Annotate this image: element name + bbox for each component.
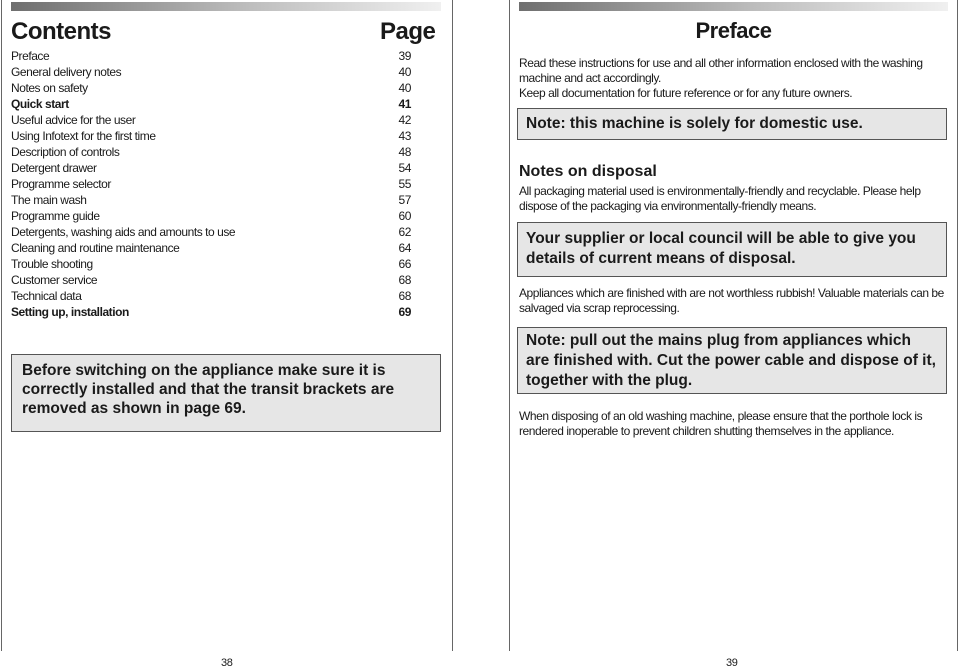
domestic-note-box: Note: this machine is solely for domestic use.: [517, 108, 947, 140]
page-border: [452, 0, 453, 651]
toc-page: 62: [398, 225, 411, 239]
warning-box: Before switching on the appliance make sure it is correctly installed and that the transit brackets are removed as shown in page 69.: [11, 354, 441, 432]
header-bar: [11, 2, 441, 11]
toc-page: 68: [398, 289, 411, 303]
toc-page: 41: [398, 97, 411, 111]
toc-label: Detergent drawer: [11, 161, 97, 175]
toc-page: 48: [398, 145, 411, 159]
header-bar: [519, 2, 948, 11]
toc-label: Programme selector: [11, 177, 111, 191]
toc-page: 43: [398, 129, 411, 143]
toc-entry: [11, 64, 411, 80]
toc-label: Description of controls: [11, 145, 120, 159]
toc-page: 42: [398, 113, 411, 127]
intro-text: Keep all documentation for future reference or for any future owners.: [519, 86, 853, 100]
page-number: 39: [726, 657, 738, 669]
toc-entry: [11, 48, 411, 64]
toc-entry: [11, 256, 411, 272]
toc-label: Cleaning and routine maintenance: [11, 241, 180, 255]
toc-page: 40: [398, 81, 411, 95]
toc-label: Preface: [11, 49, 50, 63]
disposal-heading: Notes on disposal: [519, 163, 657, 180]
toc-entry: [11, 224, 411, 240]
toc-label: Notes on safety: [11, 81, 88, 95]
toc-entry: [11, 192, 411, 208]
toc-entry: [11, 304, 411, 320]
toc-page: 55: [398, 177, 411, 191]
page-border: [509, 0, 510, 651]
toc-page: 57: [398, 193, 411, 207]
toc-label: Setting up, installation: [11, 305, 129, 319]
toc-entry: [11, 240, 411, 256]
toc-label: Trouble shooting: [11, 257, 93, 271]
toc-label: The main wash: [11, 193, 87, 207]
toc-label: Detergents, washing aids and amounts to use: [11, 225, 236, 239]
page-border: [1, 0, 2, 651]
toc-page: 54: [398, 161, 411, 175]
page-number: 38: [221, 657, 233, 669]
toc-page: 68: [398, 273, 411, 287]
toc-page: 40: [398, 65, 411, 79]
toc-label: Useful advice for the user: [11, 113, 136, 127]
toc-entry: [11, 96, 411, 112]
toc-entry: [11, 208, 411, 224]
toc-page: 64: [398, 241, 411, 255]
toc-entry: [11, 160, 411, 176]
toc-label: Quick start: [11, 97, 69, 111]
contents-title: Contents: [11, 18, 111, 45]
toc-entry: [11, 112, 411, 128]
plug-note-box: Note: pull out the mains plug from appliances which are finished with. Cut the power cable and dispose of it, together with the plug.: [517, 327, 947, 394]
toc-page: 39: [398, 49, 411, 63]
toc-label: Programme guide: [11, 209, 100, 223]
toc-page: 60: [398, 209, 411, 223]
intro-text: Read these instructions for use and all other information enclosed with the washing machine and act accordingly.: [519, 56, 923, 85]
toc-page: 66: [398, 257, 411, 271]
preface-title: Preface: [695, 18, 772, 43]
toc-entry: [11, 288, 411, 304]
disposal-text: All packaging material used is environmentally-friendly and recyclable. Please help dispose of the packaging via environmentally-friendly means.: [519, 184, 921, 213]
toc-entry: [11, 272, 411, 288]
toc-entry: [11, 144, 411, 160]
toc-label: Technical data: [11, 289, 82, 303]
toc-entry: [11, 128, 411, 144]
page-border: [957, 0, 958, 651]
table-of-contents: [11, 48, 411, 320]
porthole-text: When disposing of an old washing machine, please ensure that the porthole lock is rendered inoperable to prevent children shutting themselves in the appliance.: [519, 409, 923, 438]
toc-entry: [11, 176, 411, 192]
toc-label: Customer service: [11, 273, 98, 287]
toc-label: General delivery notes: [11, 65, 122, 79]
page-column-header: Page: [380, 18, 436, 45]
toc-page: 69: [398, 305, 411, 319]
appliances-text: Appliances which are finished with are not worthless rubbish! Valuable materials can be salvaged via scrap reprocessing.: [519, 286, 944, 315]
toc-label: Using Infotext for the first time: [11, 129, 156, 143]
toc-entry: [11, 80, 411, 96]
supplier-box: Your supplier or local council will be able to give you details of current means of disposal.: [517, 222, 947, 277]
